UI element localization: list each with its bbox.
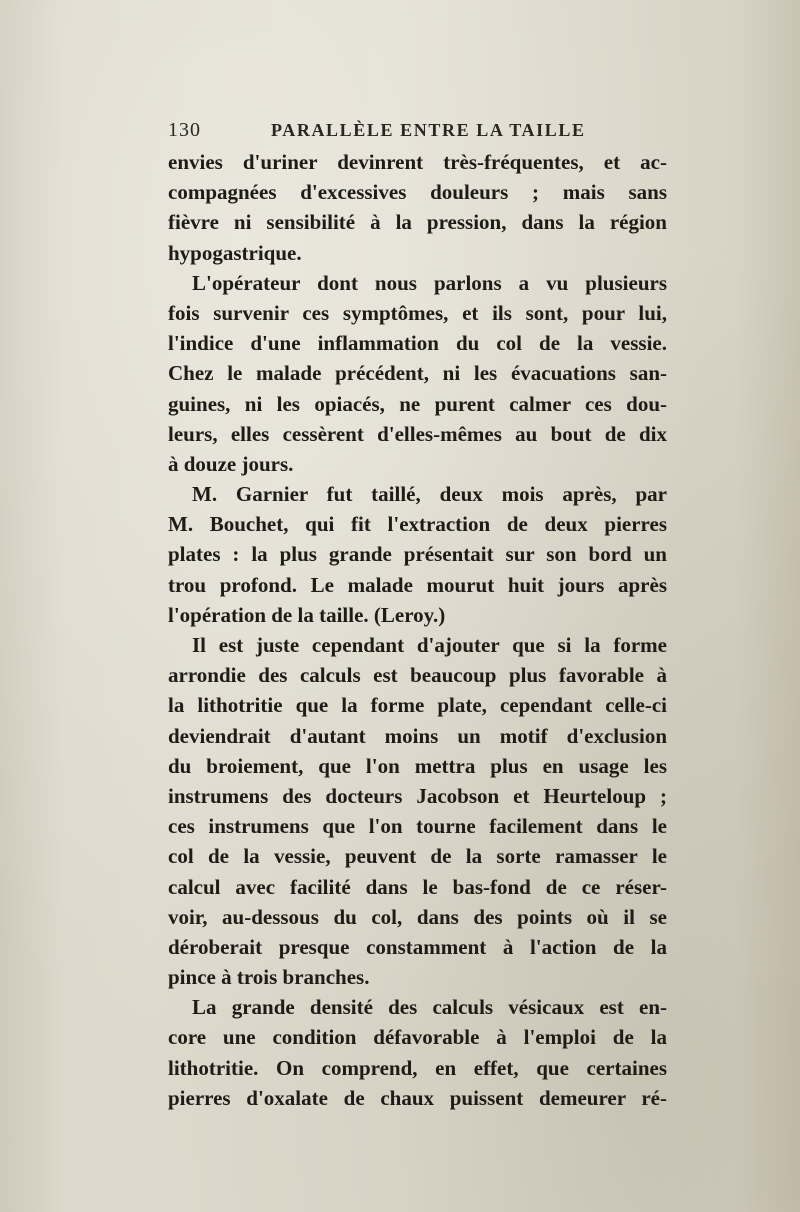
text-line: fois survenir ces symptômes, et ils sont, pour lui, [168,300,667,325]
text-line: lithotritie. On comprend, en effet, que certaines [168,1055,667,1080]
text-line: guines, ni les opiacés, ne purent calmer ces dou- [168,391,667,416]
text-line: pince à trois branches. [168,965,370,990]
text-line: L'opérateur dont nous parlons a vu plusieurs [192,270,667,295]
text-line: la lithotritie que la forme plate, cependant celle-ci [168,693,667,718]
text-line: Il est juste cependant d'ajouter que si la forme [192,633,667,657]
page-header [168,119,668,147]
text-line: core une condition défavorable à l'emploi de la [168,1025,667,1050]
text-line: leurs, elles cessèrent d'elles-mêmes au bout de dix [168,421,667,446]
text-line: fièvre ni sensibilité à la pression, dans la région [168,210,667,235]
text-line: trou profond. Le malade mourut huit jours après [168,572,667,597]
text-line: deviendrait d'autant moins un motif d'exclusion [168,723,667,748]
text-line: hypogastrique. [168,240,302,265]
text-line: instrumens des docteurs Jacobson et Heurteloup ; [168,783,667,808]
text-line: M. Bouchet, qui fit l'extraction de deux pierres [168,512,667,537]
text-line: M. Garnier fut taillé, deux mois après, par [192,482,667,507]
text-line: voir, au-dessous du col, dans des points où il se [168,904,667,929]
text-line: déroberait presque constamment à l'action de la [168,934,667,959]
text-line: compagnées d'excessives douleurs ; mais sans [168,180,667,205]
text-line: envies d'uriner devinrent très-fréquentes, et ac- [168,150,667,174]
text-line: l'indice d'une inflammation du col de la vessie. [168,331,667,356]
text-line: l'opération de la taille. (Leroy.) [168,602,446,627]
text-line: col de la vessie, peuvent de la sorte ramasser le [168,844,667,869]
text-line: pierres d'oxalate de chaux puissent demeurer ré- [168,1085,667,1110]
page-number: 130 [168,119,201,141]
text-line: La grande densité des calculs vésicaux est en- [192,995,667,1020]
body-text [168,147,667,1113]
text-line: ces instrumens que l'on tourne facilement dans le [168,814,667,839]
text-line: arrondie des calculs est beaucoup plus favorable à [168,663,667,688]
text-line: plates : la plus grande présentait sur son bord un [168,542,667,567]
text-line: à douze jours. [168,451,294,476]
text-line: Chez le malade précédent, ni les évacuations san- [168,361,667,386]
text-line: du broiement, que l'on mettra plus en usage les [168,753,667,778]
running-title: PARALLÈLE ENTRE LA TAILLE [271,120,586,140]
text-line: calcul avec facilité dans le bas-fond de ce réser- [168,874,667,899]
